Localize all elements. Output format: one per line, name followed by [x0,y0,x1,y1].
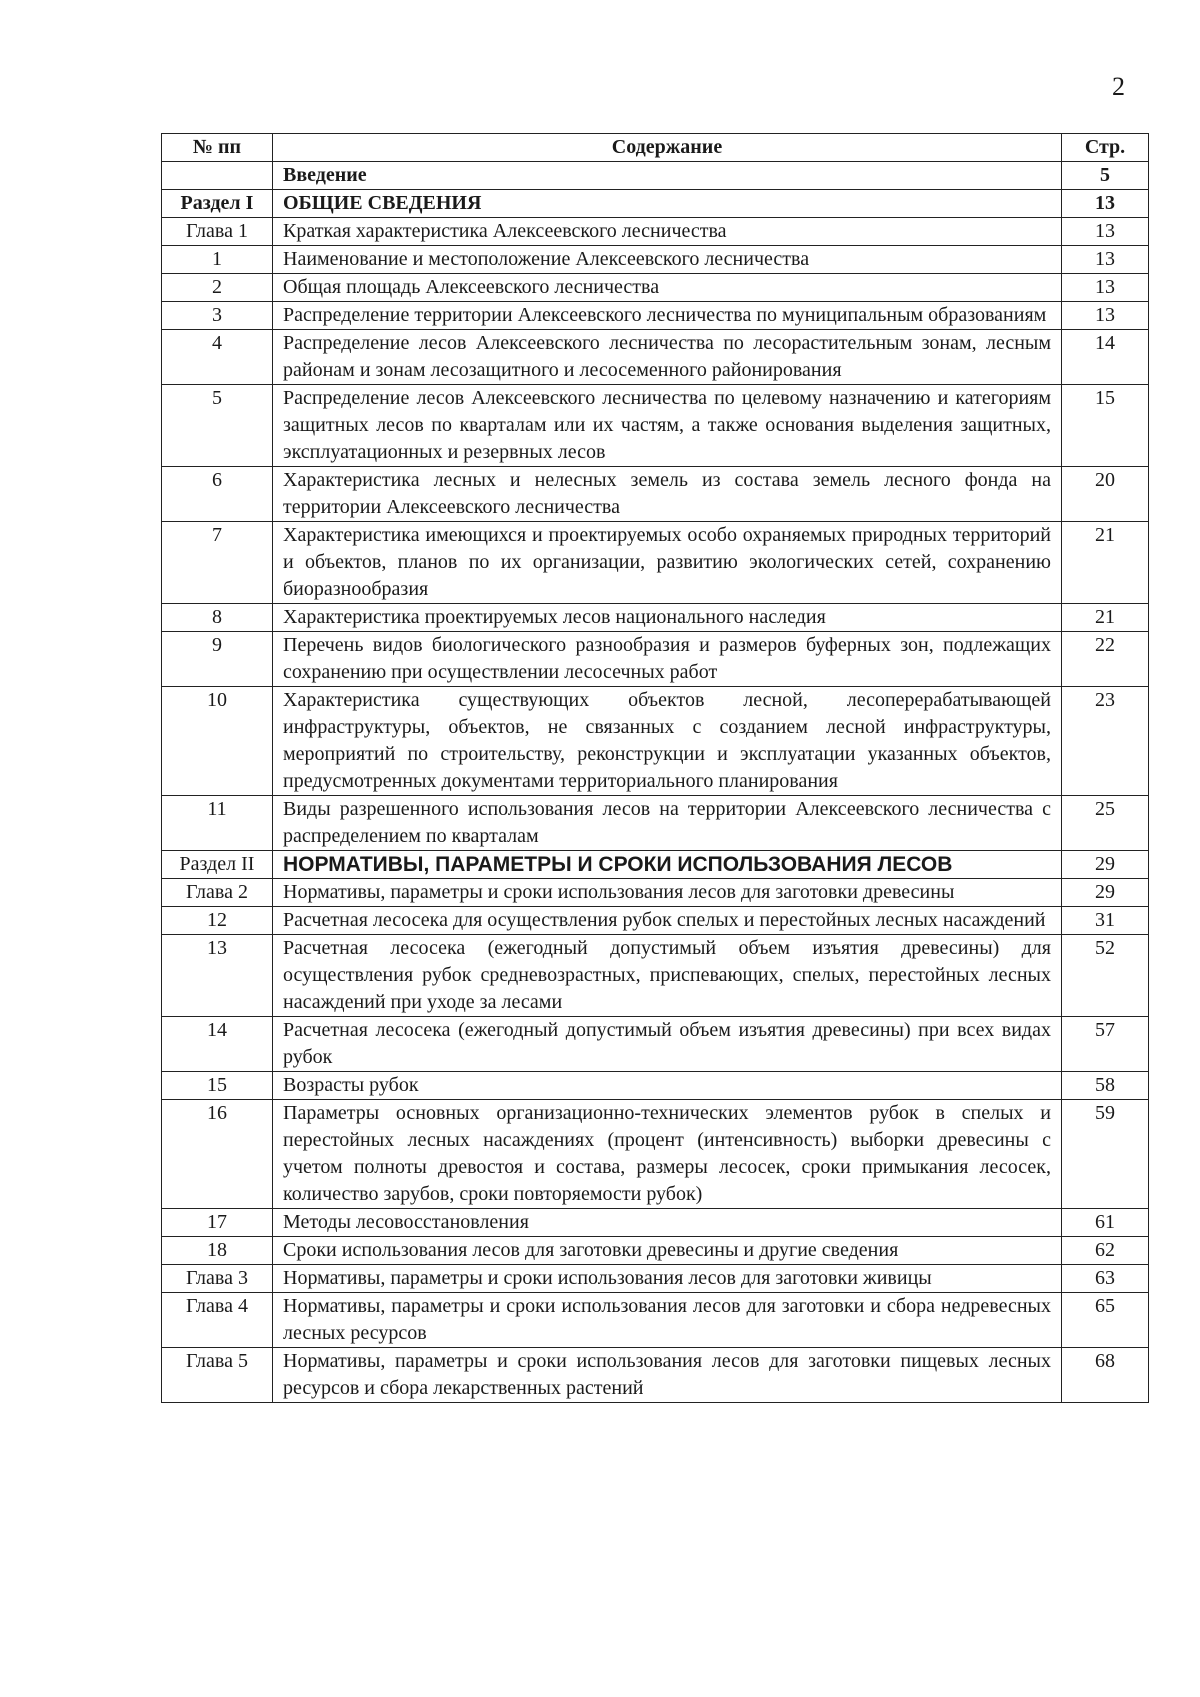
toc-row [162,274,1149,302]
toc-row-title: Характеристика лесных и нелесных земель из состава земель лесного фонда на территории Алексеевского лесничества [273,467,1062,522]
toc-row-title: Распределение лесов Алексеевского лесничества по лесорастительным зонам, лесным районам и зонам лесозащитного и лесосеменного районирования [273,330,1062,385]
toc-row-title: Сроки использования лесов для заготовки древесины и другие сведения [273,1237,1062,1265]
toc-row-title: Перечень видов биологического разнообразия и размеров буферных зон, подлежащих сохранению при осуществлении лесосечных работ [273,632,1062,687]
toc-row [162,1265,1149,1293]
toc-row-number: Глава 5 [162,1348,273,1403]
toc-row-title: Краткая характеристика Алексеевского лесничества [273,218,1062,246]
toc-row [162,1237,1149,1265]
toc-row-page: 13 [1062,218,1149,246]
toc-row [162,467,1149,522]
toc-row-page: 5 [1062,162,1149,190]
toc-row-title: ОБЩИЕ СВЕДЕНИЯ [273,190,1062,218]
toc-row [162,1348,1149,1403]
toc-row-title: Характеристика проектируемых лесов национального наследия [273,604,1062,632]
toc-row [162,851,1149,879]
toc-row-title: Нормативы, параметры и сроки использования лесов для заготовки живицы [273,1265,1062,1293]
toc-row-number: 7 [162,522,273,604]
toc-row-title: Характеристика имеющихся и проектируемых особо охраняемых природных территорий и объектов, планов по их организации, развитию экологических сетей, сохранению биоразнообразия [273,522,1062,604]
toc-row [162,162,1149,190]
toc-row-page: 25 [1062,796,1149,851]
toc-row [162,218,1149,246]
toc-row-number: 14 [162,1017,273,1072]
toc-row [162,1209,1149,1237]
toc-row-page: 13 [1062,302,1149,330]
toc-row-number [162,162,273,190]
toc-row [162,935,1149,1017]
toc-row-title: Общая площадь Алексеевского лесничества [273,274,1062,302]
toc-row-page: 13 [1062,274,1149,302]
toc-row-title: Введение [273,162,1062,190]
header-number: № пп [162,134,273,162]
toc-row-page: 63 [1062,1265,1149,1293]
toc-row-number: Раздел I [162,190,273,218]
toc-row-page: 59 [1062,1100,1149,1209]
toc-row-page: 58 [1062,1072,1149,1100]
toc-row [162,330,1149,385]
toc-row [162,796,1149,851]
toc-row-number: 2 [162,274,273,302]
header-contents: Содержание [273,134,1062,162]
toc-row-title: Возрасты рубок [273,1072,1062,1100]
toc-row-title: Расчетная лесосека (ежегодный допустимый объем изъятия древесины) при всех видах рубок [273,1017,1062,1072]
toc-row-title: Нормативы, параметры и сроки использования лесов для заготовки пищевых лесных ресурсов и сбора лекарственных растений [273,1348,1062,1403]
toc-row-page: 15 [1062,385,1149,467]
toc-row-title: Нормативы, параметры и сроки использования лесов для заготовки и сбора недревесных лесных ресурсов [273,1293,1062,1348]
toc-row-page: 14 [1062,330,1149,385]
toc-row-title: Распределение территории Алексеевского лесничества по муниципальным образованиям [273,302,1062,330]
toc-row-page: 29 [1062,851,1149,879]
toc-row-number: 16 [162,1100,273,1209]
toc-row-number: 4 [162,330,273,385]
toc-row-number: 12 [162,907,273,935]
toc-row-page: 21 [1062,522,1149,604]
toc-header-row [162,134,1149,162]
toc-row-page: 22 [1062,632,1149,687]
toc-row-number: Глава 1 [162,218,273,246]
toc-row-number: 11 [162,796,273,851]
toc-row-number: 5 [162,385,273,467]
toc-row-page: 52 [1062,935,1149,1017]
page-number: 2 [1112,72,1125,101]
toc-body [162,162,1149,1403]
toc-row [162,385,1149,467]
toc-row-title: НОРМАТИВЫ, ПАРАМЕТРЫ И СРОКИ ИСПОЛЬЗОВАНИЯ ЛЕСОВ [273,851,1062,879]
toc-row-title: Виды разрешенного использования лесов на территории Алексеевского лесничества с распределением по кварталам [273,796,1062,851]
toc-row-number: Глава 2 [162,879,273,907]
toc-row [162,604,1149,632]
header-page: Стр. [1062,134,1149,162]
toc-row [162,1072,1149,1100]
toc-row-page: 20 [1062,467,1149,522]
toc-row-page: 62 [1062,1237,1149,1265]
toc-row-number: 13 [162,935,273,1017]
toc-row-number: Глава 3 [162,1265,273,1293]
toc-row [162,1293,1149,1348]
toc-row [162,522,1149,604]
toc-row [162,687,1149,796]
toc-row-title: Параметры основных организационно-технических элементов рубок в спелых и перестойных лесных насаждениях (процент (интенсивность) выборки древесины с учетом полноты древостоя и состава, размеры лесосек, сроки примыкания лесосек, количество зарубов, сроки повторяемости рубок) [273,1100,1062,1209]
toc-row-page: 21 [1062,604,1149,632]
toc-row-number: 9 [162,632,273,687]
toc-row-number: Глава 4 [162,1293,273,1348]
toc-row-title: Характеристика существующих объектов лесной, лесоперерабатывающей инфраструктуры, объектов, не связанных с созданием лесной инфраструктуры, мероприятий по строительству, реконструкции и эксплуатации указанных объектов, предусмотренных документами территориального планирования [273,687,1062,796]
toc-row-number: 18 [162,1237,273,1265]
toc-row [162,632,1149,687]
toc-row-number: 1 [162,246,273,274]
toc-row-title: Наименование и местоположение Алексеевского лесничества [273,246,1062,274]
toc-row [162,1100,1149,1209]
toc-row-number: 17 [162,1209,273,1237]
toc-row [162,1017,1149,1072]
toc-row [162,302,1149,330]
toc-row-page: 29 [1062,879,1149,907]
toc-row-page: 68 [1062,1348,1149,1403]
toc-row-page: 65 [1062,1293,1149,1348]
toc-row [162,907,1149,935]
toc-row-title: Расчетная лесосека для осуществления рубок спелых и перестойных лесных насаждений [273,907,1062,935]
toc-row-number: 15 [162,1072,273,1100]
toc-row-title: Распределение лесов Алексеевского лесничества по целевому назначению и категориям защитных лесов по кварталам или их частям, а также основания выделения защитных, эксплуатационных и резервных лесов [273,385,1062,467]
toc-row-page: 31 [1062,907,1149,935]
toc-row-number: Раздел II [162,851,273,879]
toc-row-number: 10 [162,687,273,796]
toc-row-number: 3 [162,302,273,330]
toc-row-title: Методы лесовосстановления [273,1209,1062,1237]
toc-row [162,879,1149,907]
toc-row-number: 6 [162,467,273,522]
toc-row-title: Нормативы, параметры и сроки использования лесов для заготовки древесины [273,879,1062,907]
table-of-contents [161,133,1149,1403]
toc-row-title: Расчетная лесосека (ежегодный допустимый объем изъятия древесины) для осуществления рубок средневозрастных, приспевающих, спелых, перестойных лесных насаждений при уходе за лесами [273,935,1062,1017]
toc-row [162,190,1149,218]
toc-row-number: 8 [162,604,273,632]
toc-row-page: 57 [1062,1017,1149,1072]
toc-row-page: 13 [1062,246,1149,274]
toc-row-page: 13 [1062,190,1149,218]
toc-row [162,246,1149,274]
toc-row-page: 61 [1062,1209,1149,1237]
toc-row-page: 23 [1062,687,1149,796]
